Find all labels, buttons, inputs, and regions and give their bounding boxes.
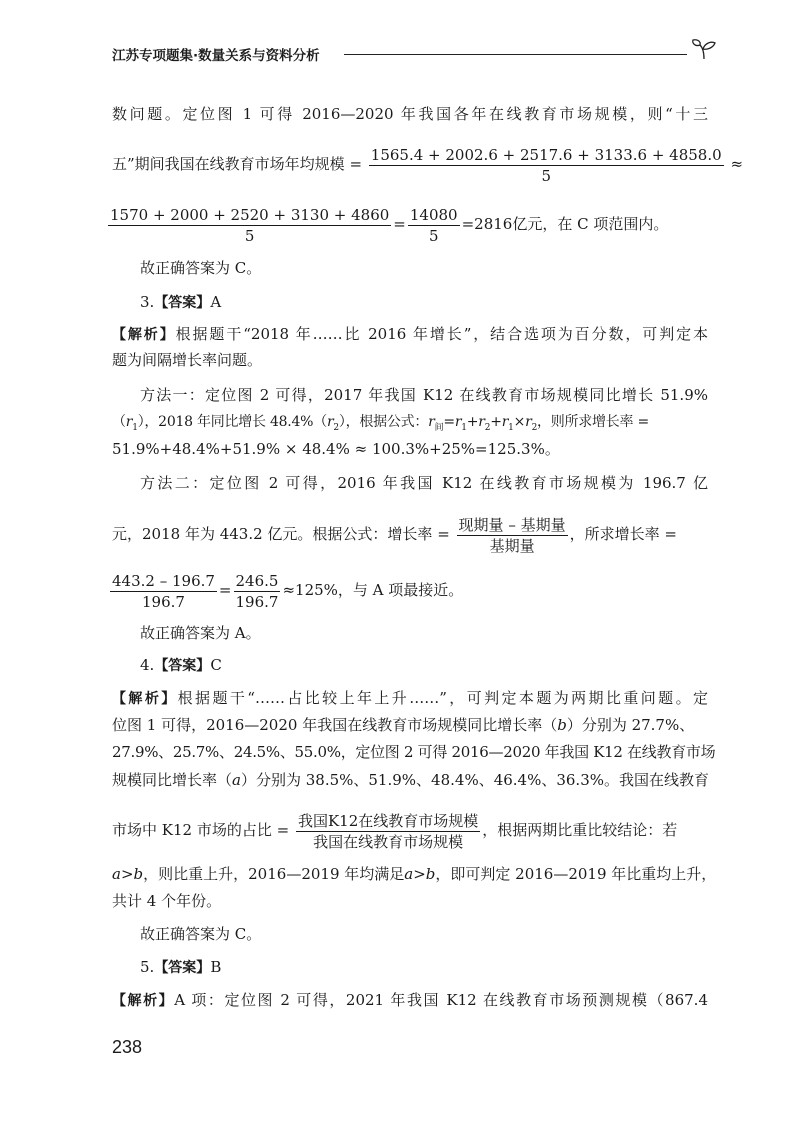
sub-1: 1 <box>461 422 467 433</box>
var-b: b <box>557 716 567 734</box>
formula-plus: + <box>490 414 502 430</box>
greater-than: > <box>413 865 426 883</box>
line-18-text-b: ，根据两期比重比较结论：若 <box>482 821 678 839</box>
share-fraction-denominator: 我国在线教育市场规模 <box>313 832 464 851</box>
line-18 <box>112 806 708 854</box>
sub-1: 1 <box>508 422 514 433</box>
q5-answer-value: B <box>210 958 222 976</box>
answer-4-conclusion: 故正确答案为 C。 <box>140 925 262 943</box>
var-a: a <box>232 771 241 789</box>
line-22-text: A 项：定位图 2 可得，2021 年我国 K12 在线教育市场预测规模（867.4 <box>174 991 708 1009</box>
line-17 <box>112 768 708 792</box>
sub-interval: 间 <box>434 422 444 433</box>
line-10: 方法二：定位图 2 可得，2016 年我国 K12 在线教育市场规模为 196.7 亿 <box>140 474 708 492</box>
q3-answer <box>140 290 708 315</box>
growth-result-numerator: 246.5 <box>235 571 279 590</box>
var-b: b <box>425 865 436 883</box>
rounded-fraction <box>108 205 391 246</box>
line-2-text: 五”期间我国在线教育市场年均规模 = <box>112 155 363 173</box>
line-11-text-a: 元，2018 年为 443.2 亿元。根据公式：增长率 = <box>112 525 450 543</box>
var-r: r <box>478 414 485 430</box>
share-fraction <box>296 811 480 852</box>
var-r: r <box>428 414 435 430</box>
sub-2: 2 <box>531 422 538 433</box>
rounded-fraction-denominator: 5 <box>244 226 255 245</box>
formula-equals: = <box>443 414 455 430</box>
q4-number: 4. <box>140 656 155 674</box>
line-14-text: 根据题干“……占比较上年上升……”，可判定本题为两期比重问题。定 <box>177 689 709 707</box>
share-fraction-numerator: 我国K12在线教育市场规模 <box>297 811 479 830</box>
line-14 <box>112 686 708 711</box>
q4-answer-value: C <box>210 656 222 674</box>
sum-fraction-denominator: 5 <box>428 226 439 245</box>
analysis-tag: 【解析】 <box>112 327 176 343</box>
line-19-text-a: ，则比重上升，2016—2019 年均满足 <box>143 865 405 883</box>
line-18-text-a: 市场中 K12 市场的占比 = <box>112 821 290 839</box>
line-12 <box>108 566 704 614</box>
line-19-text-b: ，即可判定 2016—2019 年比重均上升， <box>435 865 717 883</box>
line-8-text-b: ），2018 年同比增长 48.4%（ <box>137 414 327 430</box>
line-15-text-b: ）分别为 27.7%、 <box>566 716 695 734</box>
line-17-text-a: 规模同比增长率（ <box>112 771 233 789</box>
average-fraction-denominator: 5 <box>541 166 551 185</box>
line-12-text: ≈125%，与 A 项最接近。 <box>282 581 464 599</box>
line-5 <box>112 322 708 347</box>
q5-answer <box>140 955 708 980</box>
sub-2: 2 <box>484 422 491 433</box>
line-11 <box>112 510 708 558</box>
paren-open: （ <box>112 414 126 430</box>
approx-sign: ≈ <box>730 155 744 173</box>
line-8-text-g: ，则所求增长率 = <box>537 414 649 430</box>
q3-answer-value: A <box>210 293 222 311</box>
var-a: a <box>404 865 414 883</box>
line-20: 共计 4 个年份。 <box>112 892 222 910</box>
sub-1: 1 <box>132 422 138 433</box>
average-fraction-numerator: 1565.4 + 2002.6 + 2517.6 + 3133.6 + 4858.0 <box>370 145 722 164</box>
line-8 <box>112 410 708 440</box>
average-fraction <box>369 145 724 186</box>
page-number: 238 <box>112 1037 143 1057</box>
var-r: r <box>326 414 334 430</box>
q5-number: 5. <box>140 958 155 976</box>
growth-result-fraction <box>234 571 281 612</box>
q4-answer-tag: 【答案】 <box>154 658 211 674</box>
growth-calc-fraction <box>110 571 217 612</box>
growth-formula-denominator: 基期量 <box>489 536 535 555</box>
line-7: 方法一：定位图 2 可得，2017 年我国 K12 在线教育市场规模同比增长 51.9% <box>140 386 708 404</box>
line-5-text: 根据题干“2018 年……比 2016 年增长”，结合选项为百分数，可判定本 <box>175 325 709 343</box>
analysis-tag: 【解析】 <box>112 691 178 707</box>
running-header <box>112 40 717 70</box>
equals-sign: = <box>218 581 232 599</box>
formula-plus: + <box>466 414 479 430</box>
line-11-text-b: ，所求增长率 = <box>569 525 677 543</box>
growth-calc-denominator: 196.7 <box>141 592 185 611</box>
line-2 <box>112 140 744 188</box>
header-rule <box>344 54 687 55</box>
var-a: a <box>112 865 121 883</box>
var-r: r <box>454 414 462 430</box>
analysis-tag: 【解析】 <box>112 993 175 1009</box>
line-1: 数问题。定位图 1 可得 2016—2020 年我国各年在线教育市场规模，则“十三 <box>112 105 708 123</box>
line-8-text-c: ），根据公式： <box>338 414 429 430</box>
rounded-fraction-numerator: 1570 + 2000 + 2520 + 3130 + 4860 <box>110 205 390 224</box>
var-b: b <box>133 865 144 883</box>
line-15-text: 位图 1 可得，2016—2020 年我国在线教育市场规模同比增长率（ <box>112 716 558 734</box>
growth-result-denominator: 196.7 <box>235 592 279 611</box>
answer-3-conclusion: 故正确答案为 A。 <box>140 624 261 642</box>
q4-answer <box>140 653 708 678</box>
line-22 <box>112 988 708 1013</box>
line-17-text-b: ）分别为 38.5%、51.9%、48.4%、46.4%、36.3%。我国在线教育 <box>240 771 709 789</box>
header-title: 江苏专项题集·数量关系与资料分析 <box>112 48 320 64</box>
q5-answer-tag: 【答案】 <box>154 960 211 976</box>
line-16: 27.9%、25.7%、24.5%、55.0%，定位图 2 可得 2016—2020 年我国 K12 在线教育市场 <box>112 743 716 761</box>
var-r: r <box>125 414 133 430</box>
q3-number: 3. <box>140 293 155 311</box>
sub-2: 2 <box>333 422 339 433</box>
sum-fraction <box>408 205 460 246</box>
equals-sign: = <box>393 215 406 233</box>
line-9: 51.9%+48.4%+51.9% × 48.4% ≈ 100.3%+25%=125.3%。 <box>112 440 560 458</box>
q3-answer-tag: 【答案】 <box>154 295 211 311</box>
formula-times: × <box>513 414 526 430</box>
line-6: 题为间隔增长率问题。 <box>112 351 263 369</box>
var-r: r <box>525 414 532 430</box>
line-3 <box>106 200 702 248</box>
sum-fraction-numerator: 14080 <box>409 205 458 224</box>
answer-2-conclusion: 故正确答案为 C。 <box>140 259 262 277</box>
line-15 <box>112 713 708 737</box>
growth-formula-fraction <box>457 515 568 556</box>
sprout-icon <box>691 38 717 60</box>
growth-formula-numerator: 现期量 – 基期量 <box>458 515 566 534</box>
line-3-text: =2816亿元，在 C 项范围内。 <box>461 215 669 233</box>
growth-calc-numerator: 443.2 – 196.7 <box>112 571 215 590</box>
line-19 <box>112 862 717 886</box>
var-r: r <box>501 414 509 430</box>
greater-than: > <box>120 865 134 883</box>
